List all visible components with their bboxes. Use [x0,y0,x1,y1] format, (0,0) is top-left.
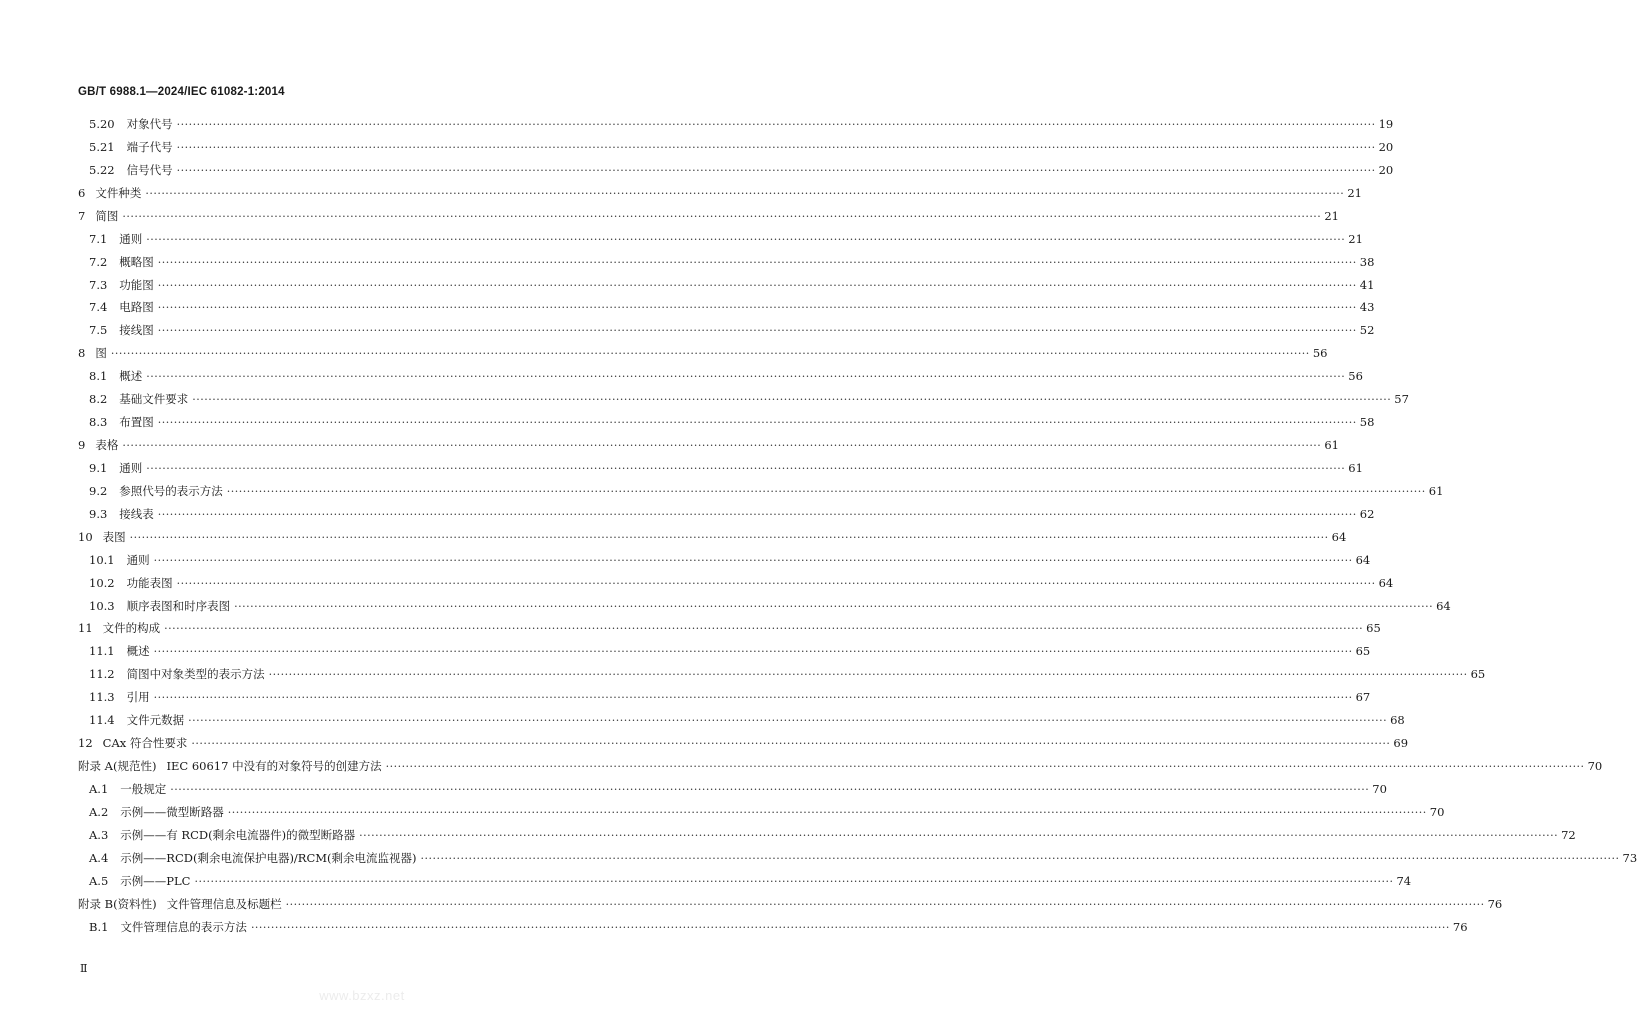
toc-entry[interactable] [89,575,1394,591]
toc-entry-page: 41 [1359,277,1375,292]
toc-entry-number: 附录 B(资料性) [78,896,157,911]
dot-leader: ············································································································································································································································································································ [385,760,1585,774]
toc-entry-number: 8 [78,346,86,361]
toc-entry[interactable] [78,185,1362,201]
toc-entry[interactable] [89,873,1412,889]
toc-entry[interactable] [89,299,1375,315]
dot-leader: ············································································································································································································································································································ [227,805,1427,819]
toc-entry[interactable] [78,896,1503,912]
toc-entry-page: 65 [1355,644,1371,659]
toc-entry-page: 65 [1366,621,1381,636]
toc-entry-title: 文件元数据 [126,713,185,728]
toc-entry-page: 61 [1348,460,1363,475]
toc-entry-page: 52 [1359,323,1375,338]
dot-leader: ············································································································································································································································································································ [188,714,1388,728]
dot-leader: ············································································································································································································································································································ [234,599,1434,613]
toc-entry-number: A.2 [89,804,109,819]
toc-entry-number: 7 [78,208,86,223]
dot-leader: ············································································································································································································································································································ [170,782,1370,796]
dot-leader: ············································································································································································································································································································ [164,622,1364,636]
toc-entry-title: 概述 [119,369,143,384]
toc-entry-title: 示例——微型断路器 [120,804,224,819]
toc-entry-number: 9 [78,438,86,453]
toc-entry[interactable] [78,620,1381,636]
dot-leader: ············································································································································································································································································································ [146,370,1346,384]
toc-entry-page: 20 [1378,139,1394,154]
toc-entry-page: 64 [1355,552,1371,567]
toc-entry-title: 通则 [119,460,143,475]
toc-entry[interactable] [89,483,1444,499]
toc-entry-title: 电路图 [119,300,154,315]
toc-entry-number: 9.1 [89,460,108,475]
toc-entry-title: 顺序表图和时序表图 [126,598,231,613]
toc-entry-number: 6 [78,185,86,200]
toc-entry[interactable] [89,139,1394,155]
dot-leader: ············································································································································································································································································································ [157,507,1357,521]
dot-leader: ············································································································································································································································································································ [129,530,1329,544]
toc-entry-title: IEC 60617 中没有的对象符号的创建方法 [166,759,382,774]
dot-leader: ············································································································································································································································································································ [157,324,1357,338]
toc-entry-number: 9.3 [89,506,108,521]
toc-entry-title: 端子代号 [126,139,173,154]
toc-entry-title: 功能表图 [126,575,173,590]
toc-entry[interactable] [89,552,1371,568]
dot-leader: ············································································································································································································································································································ [122,439,1322,453]
toc-entry-title: 表格 [95,438,119,453]
toc-entry[interactable] [89,804,1445,820]
toc-entry[interactable] [78,529,1347,545]
toc-entry-number: 8.3 [89,415,108,430]
toc-entry[interactable] [89,919,1468,935]
dot-leader: ············································································································································································································································································································ [146,461,1346,475]
toc-entry-number: A.1 [89,781,109,796]
toc-entry[interactable] [89,414,1375,430]
toc-entry-number: 5.22 [89,162,115,177]
toc-entry[interactable] [89,391,1409,407]
dot-leader: ············································································································································································································································································································ [176,163,1376,177]
toc-entry-page: 21 [1348,231,1363,246]
toc-entry[interactable] [89,231,1363,247]
toc-entry[interactable] [89,643,1371,659]
toc-entry-number: 10.2 [89,575,115,590]
standard-code-header: GB/T 6988.1—2024/IEC 61082-1:2014 [78,86,285,98]
dot-leader: ············································································································································································································································································································ [145,186,1345,200]
toc-entry-title: 通则 [119,231,143,246]
dot-leader: ············································································································································································································································································································ [194,874,1394,888]
toc-entry-number: 8.1 [89,369,108,384]
toc-entry-title: CAx 符合性要求 [102,736,188,751]
toc-entry-page: 58 [1359,415,1375,430]
toc-entry[interactable] [89,781,1387,797]
dot-leader: ············································································································································································································································································································ [157,416,1357,430]
toc-entry-number: 12 [78,736,93,751]
toc-entry[interactable] [89,506,1375,522]
toc-entry-number: A.4 [89,850,109,865]
toc-entry[interactable] [89,689,1371,705]
dot-leader: ············································································································································································································································································································ [153,691,1353,705]
toc-entry[interactable] [89,162,1394,178]
dot-leader: ············································································································································································································································································································ [226,484,1426,498]
dot-leader: ············································································································································································································································································································ [153,645,1353,659]
toc-entry-title: 概述 [126,644,150,659]
dot-leader: ············································································································································································································································································································ [176,118,1376,131]
dot-leader: ············································································································································································································································································································ [146,232,1346,246]
toc-entry[interactable] [89,598,1451,614]
toc-entry-title: 通则 [126,552,150,567]
toc-entry[interactable] [89,827,1576,843]
toc-entry[interactable] [78,735,1409,751]
toc-entry-title: 文件管理信息及标题栏 [166,896,282,911]
toc-entry-page: 76 [1487,896,1503,911]
toc-entry-title: 引用 [126,690,150,705]
toc-entry-title: 示例——RCD(剩余电流保护电器)/RCM(剩余电流监视器) [120,850,417,865]
toc-entry-number: 8.2 [89,392,108,407]
toc-entry-number: 11.2 [89,667,115,682]
toc-entry-title: 布置图 [119,415,154,430]
watermark: www.bzxz.net [319,988,405,1003]
toc-entry-page: 65 [1470,667,1486,682]
toc-entry-title: 简图中对象类型的表示方法 [126,667,265,682]
toc-entry-page: 61 [1428,483,1444,498]
toc-entry[interactable] [78,758,1603,774]
toc-entry[interactable] [89,277,1375,293]
toc-entry[interactable] [89,322,1375,338]
toc-entry-page: 62 [1359,506,1375,521]
toc-entry-page: 19 [1378,117,1394,131]
dot-leader: ············································································································································································································································································································ [176,576,1376,590]
toc-entry-page: 56 [1348,369,1363,384]
toc-entry-title: 文件管理信息的表示方法 [120,919,247,934]
toc-entry-page: 68 [1390,713,1405,728]
toc-entry-page: 64 [1378,575,1394,590]
dot-leader: ············································································································································································································································································································ [268,668,1468,682]
toc-entry[interactable] [78,437,1339,453]
dot-leader: ············································································································································································································································································································ [153,553,1353,567]
toc-entry-page: 70 [1587,759,1603,774]
dot-leader: ············································································································································································································································································································ [157,301,1357,315]
toc-entry-title: 图 [95,346,107,361]
toc-entry[interactable] [89,254,1375,270]
toc-entry-number: 7.2 [89,254,108,269]
toc-entry-title: 表图 [102,529,126,544]
toc-entry-page: 72 [1561,827,1576,842]
toc-entry-title: 对象代号 [126,117,173,131]
toc-entry-page: 64 [1436,598,1451,613]
toc-entry-number: A.3 [89,827,109,842]
toc-entry[interactable] [89,666,1486,682]
page-numeral: Ⅱ [80,962,88,975]
toc-entry-page: 21 [1347,185,1362,200]
dot-leader: ············································································································································································································································································································ [192,393,1392,407]
dot-leader: ············································································································································································································································································································ [285,897,1485,911]
toc-entry-number: 11.4 [89,713,115,728]
toc-entry-page: 38 [1359,254,1375,269]
toc-entry-page: 74 [1396,873,1412,888]
dot-leader: ············································································································································································································································································································ [157,278,1357,292]
toc-entry-number: A.5 [89,873,109,888]
toc-entry-number: 7.4 [89,300,108,315]
toc-entry-number: 10 [78,529,93,544]
toc-entry-number: 5.21 [89,139,115,154]
dot-leader: ············································································································································································································································································································ [110,347,1310,361]
toc-entry-number: 11.1 [89,644,115,659]
toc-entry-title: 简图 [95,208,119,223]
toc-entry-title: 示例——PLC [120,873,191,888]
toc-entry-number: 11.3 [89,690,115,705]
toc-entry-title: 信号代号 [126,162,173,177]
toc-entry-page: 61 [1324,438,1339,453]
toc-entry-page: 70 [1429,804,1445,819]
toc-entry-page: 56 [1312,346,1328,361]
toc-entry-page: 73 [1622,850,1637,865]
toc-entry[interactable] [89,850,1637,866]
toc-entry-title: 文件的构成 [102,621,161,636]
dot-leader: ············································································································································································································································································································ [157,255,1357,269]
toc-entry[interactable] [78,208,1339,224]
toc-entry[interactable] [89,368,1363,384]
toc-entry-number: 附录 A(规范性) [78,759,157,774]
toc-entry-title: 文件种类 [95,185,142,200]
toc-entry[interactable] [89,712,1405,728]
toc-entry-number: 7.1 [89,231,108,246]
toc-entry-number: B.1 [89,919,109,934]
toc-entry-number: 10.3 [89,598,115,613]
dot-leader: ············································································································································································································································································································ [420,851,1620,865]
toc-entry-title: 基础文件要求 [119,392,189,407]
dot-leader: ············································································································································································································································································································ [191,737,1391,751]
toc-entry-title: 功能图 [119,277,154,292]
toc-entry-page: 57 [1394,392,1409,407]
toc-entry[interactable] [78,345,1328,361]
dot-leader: ············································································································································································································································································································ [359,828,1559,842]
toc-entry-title: 接线表 [119,506,154,521]
toc-entry-page: 70 [1372,781,1387,796]
toc-entry-number: 11 [78,621,93,636]
toc-entry-page: 21 [1324,208,1339,223]
toc-entry-number: 9.2 [89,483,108,498]
toc-entry-page: 76 [1452,919,1468,934]
toc-entry-number: 5.20 [89,117,115,131]
toc-entry-page: 43 [1359,300,1375,315]
toc-entry-title: 示例——有 RCD(剩余电流器件)的微型断路器 [120,827,356,842]
dot-leader: ············································································································································································································································································································ [122,209,1322,223]
toc-entry-page: 64 [1331,529,1347,544]
toc-entry[interactable] [89,460,1363,476]
dot-leader: ············································································································································································································································································································ [176,140,1376,154]
toc-entry-number: 7.3 [89,277,108,292]
toc-entry-title: 概略图 [119,254,154,269]
toc-entry-title: 参照代号的表示方法 [119,483,223,498]
toc-entry-page: 67 [1355,690,1371,705]
toc-entry[interactable] [89,116,1394,132]
dot-leader: ············································································································································································································································································································ [250,920,1450,934]
toc-entry-title: 一般规定 [120,781,167,796]
toc-entry-page: 20 [1378,162,1394,177]
toc-entry-title: 接线图 [119,323,154,338]
toc-entry-number: 10.1 [89,552,115,567]
toc-entry-number: 7.5 [89,323,108,338]
toc-entry-page: 69 [1393,736,1409,751]
